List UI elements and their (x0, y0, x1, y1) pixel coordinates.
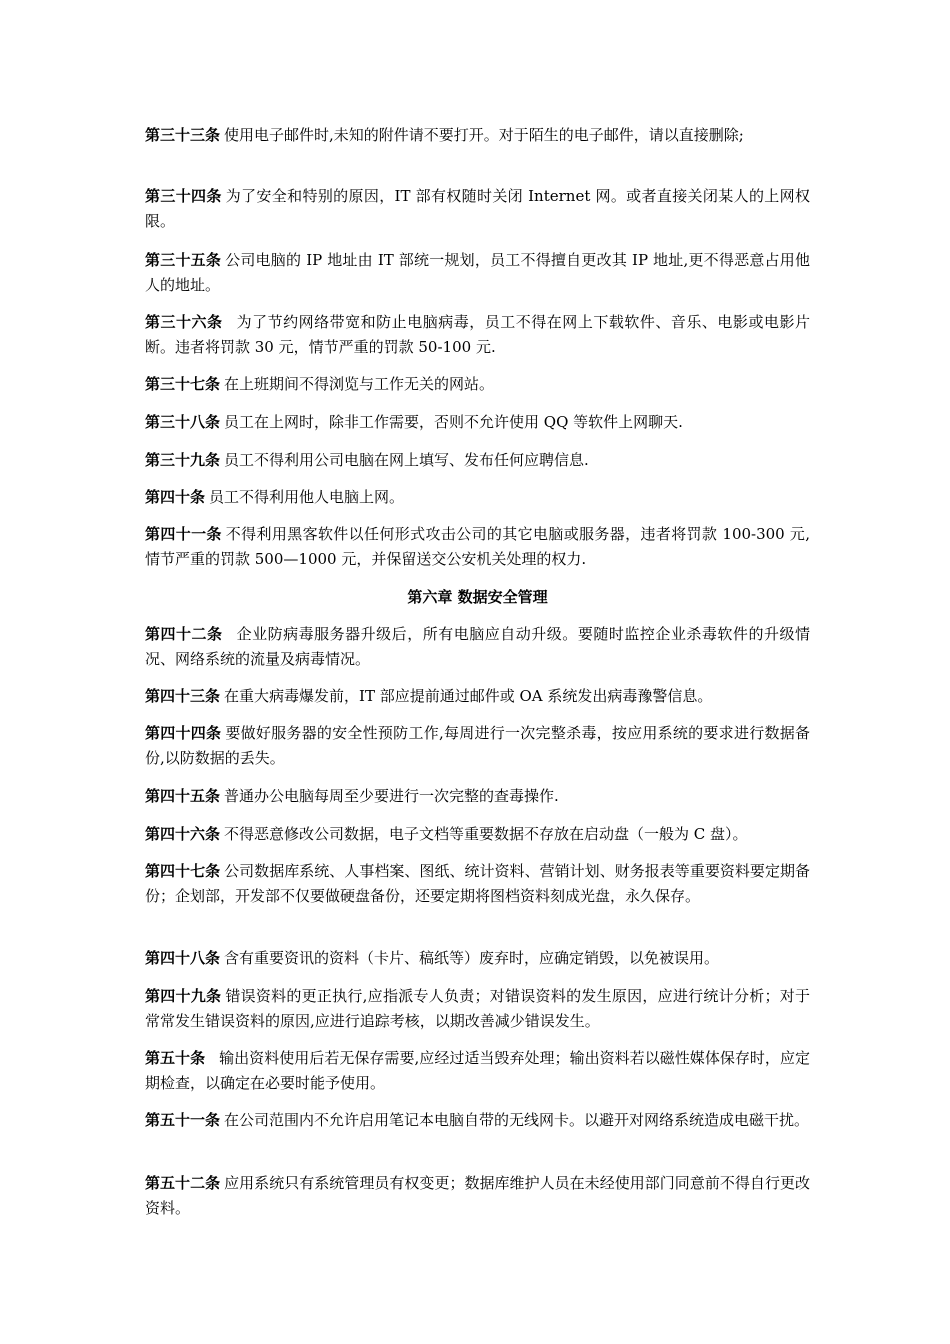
article-33 (145, 123, 810, 148)
article-label: 第三十四条 (145, 187, 222, 205)
article-text: 为了安全和特别的原因，IT 部有权随时关闭 Internet 网。或者直接关闭某人的上网权限。 (145, 187, 810, 230)
article-text: 公司数据库系统、人事档案、图纸、统计资料、营销计划、财务报表等重要资料要定期备份；企划部，开发部不仅要做硬盘备份，还要定期将图档资料刻成光盘，永久保存。 (145, 862, 810, 905)
article-label: 第三十九条 (145, 451, 221, 469)
article-text: 员工在上网时，除非工作需要，否则不允许使用 QQ 等软件上网聊天. (224, 413, 683, 431)
article-text: 输出资料使用后若无保存需要,应经过适当毁弃处理；输出资料若以磁性媒体保存时，应定期检查，以确定在必要时能予使用。 (145, 1049, 810, 1092)
article-51 (145, 1108, 810, 1133)
article-text: 在公司范围内不允许启用笔记本电脑自带的无线网卡。以避开对网络系统造成电磁干扰。 (224, 1111, 810, 1129)
article-41 (145, 522, 810, 572)
article-50 (145, 1046, 810, 1096)
article-text: 员工不得利用他人电脑上网。 (209, 488, 405, 506)
article-label: 第五十条 (145, 1049, 206, 1067)
chapter-title: 第六章 数据安全管理 (407, 588, 548, 606)
article-text: 错误资料的更正执行,应指派专人负责；对错误资料的发生原因，应进行统计分析；对于常常发生错误资料的原因,应进行追踪考核，以期改善减少错误发生。 (145, 987, 810, 1030)
article-label: 第三十三条 (145, 126, 221, 144)
article-text: 不得恶意修改公司数据，电子文档等重要数据不存放在启动盘（一般为 C 盘）。 (224, 825, 748, 843)
article-label: 第三十八条 (145, 413, 221, 431)
article-text: 含有重要资讯的资料（卡片、稿纸等）废弃时，应确定销毁，以免被误用。 (224, 949, 720, 967)
article-43 (145, 684, 810, 709)
article-text: 普通办公电脑每周至少要进行一次完整的查毒操作. (224, 787, 559, 805)
article-label: 第五十二条 (145, 1174, 221, 1192)
article-label: 第四十三条 (145, 687, 221, 705)
article-label: 第三十五条 (145, 251, 222, 269)
article-label: 第三十六条 (145, 313, 223, 331)
article-text: 在重大病毒爆发前，IT 部应提前通过邮件或 OA 系统发出病毒豫警信息。 (224, 687, 713, 705)
article-text: 公司电脑的 IP 地址由 IT 部统一规划，员工不得擅自更改其 IP 地址,更不得恶意占用他人的地址。 (145, 251, 810, 294)
article-text: 要做好服务器的安全性预防工作,每周进行一次完整杀毒，按应用系统的要求进行数据备份,以防数据的丢失。 (145, 724, 810, 767)
article-label: 第四十六条 (145, 825, 221, 843)
article-44 (145, 721, 810, 771)
article-52 (145, 1171, 810, 1221)
article-text: 在上班期间不得浏览与工作无关的网站。 (224, 375, 495, 393)
article-label: 第四十七条 (145, 862, 221, 880)
article-label: 第四十五条 (145, 787, 221, 805)
article-label: 第四十二条 (145, 625, 223, 643)
article-49 (145, 984, 810, 1034)
article-label: 第四十条 (145, 488, 206, 506)
article-42 (145, 622, 810, 672)
article-label: 第四十四条 (145, 724, 222, 742)
article-text: 使用电子邮件时,未知的附件请不要打开。对于陌生的电子邮件，请以直接删除; (224, 126, 744, 144)
article-38 (145, 410, 810, 435)
article-text: 员工不得利用公司电脑在网上填写、发布任何应聘信息. (224, 451, 589, 469)
article-label: 第四十一条 (145, 525, 222, 543)
article-37 (145, 372, 810, 397)
article-35 (145, 248, 810, 298)
article-34 (145, 184, 810, 234)
article-label: 第四十九条 (145, 987, 222, 1005)
article-label: 第四十八条 (145, 949, 221, 967)
article-text: 为了节约网络带宽和防止电脑病毒，员工不得在网上下载软件、音乐、电影或电影片断。违者将罚款 30 元，情节严重的罚款 50-100 元. (145, 313, 810, 356)
article-40 (145, 485, 810, 510)
article-45 (145, 784, 810, 809)
article-label: 第三十七条 (145, 375, 221, 393)
article-47 (145, 859, 810, 909)
article-text: 企业防病毒服务器升级后，所有电脑应自动升级。要随时监控企业杀毒软件的升级情况、网络系统的流量及病毒情况。 (145, 625, 810, 668)
article-text: 不得利用黑客软件以任何形式攻击公司的其它电脑或服务器，违者将罚款 100-300 元,情节严重的罚款 500—1000 元，并保留送交公安机关处理的权力. (145, 525, 810, 568)
article-48 (145, 946, 810, 971)
article-label: 第五十一条 (145, 1111, 221, 1129)
article-39 (145, 448, 810, 473)
article-36 (145, 310, 810, 360)
article-46 (145, 822, 810, 847)
article-text: 应用系统只有系统管理员有权变更；数据库维护人员在未经使用部门同意前不得自行更改资料。 (145, 1174, 810, 1217)
